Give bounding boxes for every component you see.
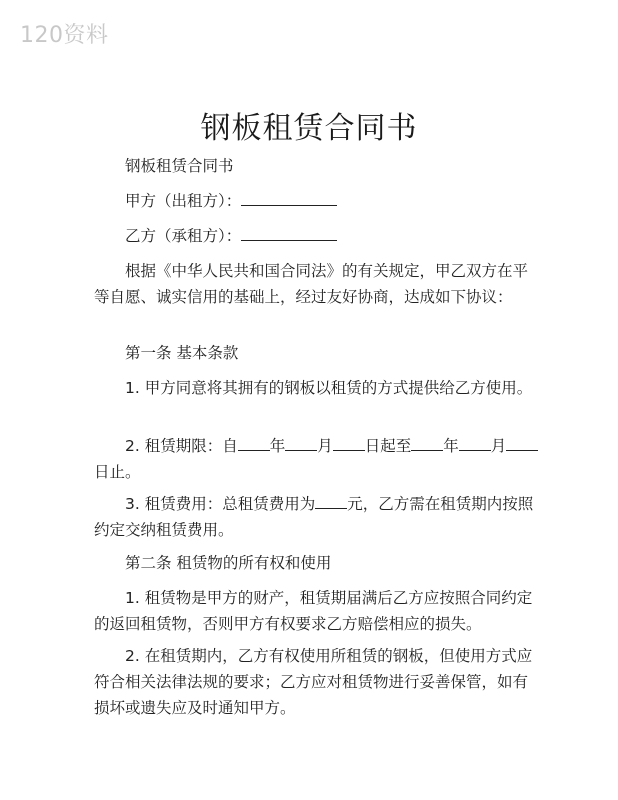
year-blank — [238, 433, 270, 451]
article1-heading: 第一条 基本条款 — [125, 344, 239, 362]
party-b-label: 乙方（承租方）： — [125, 227, 242, 245]
fee-prefix: 3. 租赁费用：总租赁费用为 — [125, 495, 316, 513]
watermark-logo: 120资料 — [20, 23, 109, 48]
end-day-blank — [506, 433, 538, 451]
article2-heading: 第二条 租赁物的所有权和使用 — [125, 554, 332, 572]
day-blank — [333, 433, 365, 451]
party-b-blank — [241, 223, 337, 241]
month-label: 月 — [317, 437, 333, 455]
end-month-blank — [459, 433, 491, 451]
end-month-label: 月 — [490, 437, 507, 455]
document-title: 钢板租赁合同书 — [200, 111, 418, 146]
end-year-blank — [411, 433, 443, 451]
article1-clause2 — [94, 433, 540, 485]
month-blank — [285, 433, 317, 451]
end-year-label: 年 — [443, 437, 459, 455]
party-a-line — [94, 188, 540, 214]
article2-clause2: 2. 在租赁期内，乙方有权使用所租赁的钢板，但使用方式应符合相关法律法规的要求；乙方应对租赁物进行妥善保管，如有损坏或遗失应及时通知甲方。 — [94, 647, 533, 717]
clause2-prefix: 2. 租赁期限：自 — [125, 437, 238, 455]
article1-clause1: 1. 甲方同意将其拥有的钢板以租赁的方式提供给乙方使用。 — [125, 379, 533, 397]
day-from-label: 日起至 — [364, 437, 412, 455]
fee-suffix: 元，乙方需在租赁期内按照约定交纳租赁费用。 — [94, 495, 534, 539]
fee-blank — [315, 491, 347, 509]
subtitle: 钢板租赁合同书 — [125, 157, 234, 175]
year-label: 年 — [269, 437, 286, 455]
end-day-label: 日止。 — [94, 463, 141, 481]
preamble-paragraph: 根据《中华人民共和国合同法》的有关规定，甲乙双方在平等自愿、诚实信用的基础上，经过友好协商，达成如下协议： — [94, 262, 529, 306]
party-a-blank — [241, 188, 337, 206]
article2-clause1: 1. 租赁物是甲方的财产，租赁期届满后乙方应按照合同约定的返回租赁物，否则甲方有权要求乙方赔偿相应的损失。 — [94, 589, 533, 633]
party-b-line — [94, 223, 540, 249]
party-a-label: 甲方（出租方）： — [125, 192, 242, 210]
article1-clause3 — [94, 491, 540, 543]
